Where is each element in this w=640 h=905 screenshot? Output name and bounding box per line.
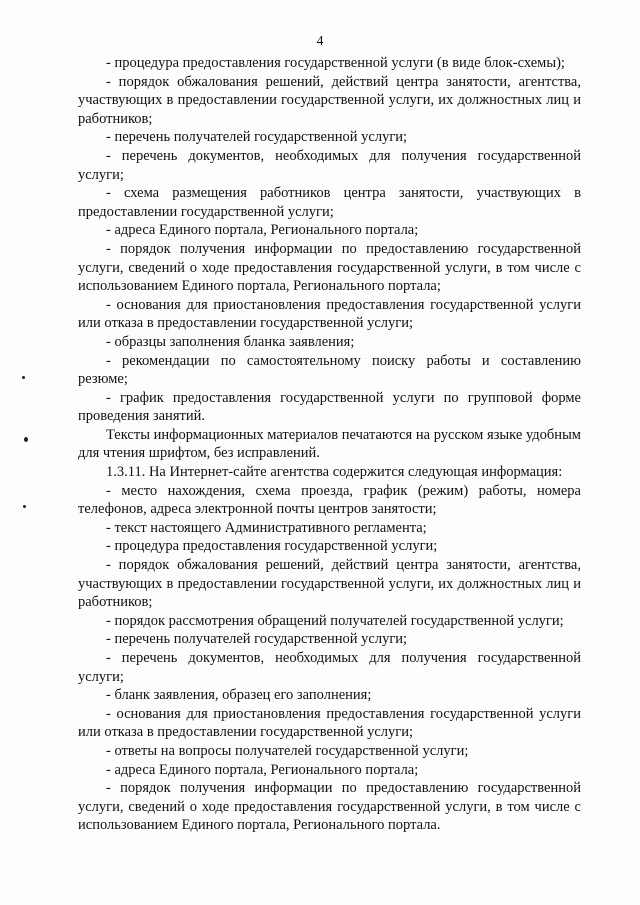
paragraph-18: - порядок рассмотрения обращений получателей государственной услуги; [106,612,564,629]
paragraph-9: - образцы заполнения бланка заявления; [106,333,355,350]
paragraph-24: - адреса Единого портала, Регионального портала; [106,761,419,778]
paragraph-4: - перечень документов, необходимых для получения государственной услуги; [78,147,581,183]
paragraph-15: - текст настоящего Административного регламента; [106,519,427,536]
paragraph-7: - порядок получения информации по предоставлению государственной услуги, сведений о ходе предоставления государственной услуги, в том числе с использованием Единого портала, Регионального портала; [78,240,581,295]
paragraph-25: - порядок получения информации по предоставлению государственной услуги, сведений о ходе предоставления государственной услуги, в том числе с использованием Единого портала, Регионального портала. [78,780,581,834]
paragraph-19: - перечень получателей государственной услуги; [106,631,408,648]
paragraph-3: - перечень получателей государственной услуги; [106,129,408,146]
paragraph-23: - ответы на вопросы получателей государственной услуги; [106,742,469,759]
section-heading-1-3-11: 1.3.11. На Интернет-сайте агентства содержится следующая информация: [106,464,563,481]
paragraph-16: - процедура предоставления государственной услуги; [106,538,438,555]
scan-speck [23,505,26,508]
paragraph-8: - основания для приостановления предоставления государственной услуги или отказа в предоставлении государственной услуги; [78,296,581,332]
paragraph-2: - порядок обжалования решений, действий центра занятости, агентства, участвующих в предоставлении государственной услуги, их должностных лиц и работников; [78,73,581,127]
paragraph-1: - процедура предоставления государственной услуги (в виде блок-схемы); [106,55,565,71]
paragraph-21: - бланк заявления, образец его заполнения; [106,687,372,704]
scan-speck [22,376,25,379]
body-text [78,54,581,835]
paragraph-12: Тексты информационных материалов печатаются на русском языке удобным для чтения шрифтом, без исправлений. [78,426,581,462]
paragraph-10: - рекомендации по самостоятельному поиску работы и составлению резюме; [78,352,581,388]
paragraph-6: - адреса Единого портала, Регионального портала; [106,222,419,239]
paragraph-17: - порядок обжалования решений, действий центра занятости, агентства, участвующих в предоставлении государственной услуги, их должностных лиц и работников; [78,557,581,611]
scan-speck [24,437,28,442]
paragraph-5: - схема размещения работников центра занятости, участвующих в предоставлении государственной услуги; [78,185,581,220]
paragraph-20: - перечень документов, необходимых для получения государственной услуги; [78,650,581,685]
paragraph-11: - график предоставления государственной услуги по групповой форме проведения занятий. [78,389,581,425]
page-number: 4 [316,34,324,49]
paragraph-22: - основания для приостановления предоставления государственной услуги или отказа в предоставлении государственной услуги; [78,705,581,741]
paragraph-14: - место нахождения, схема проезда, график (режим) работы, номера телефонов, адреса электронной почты центров занятости; [78,482,581,518]
